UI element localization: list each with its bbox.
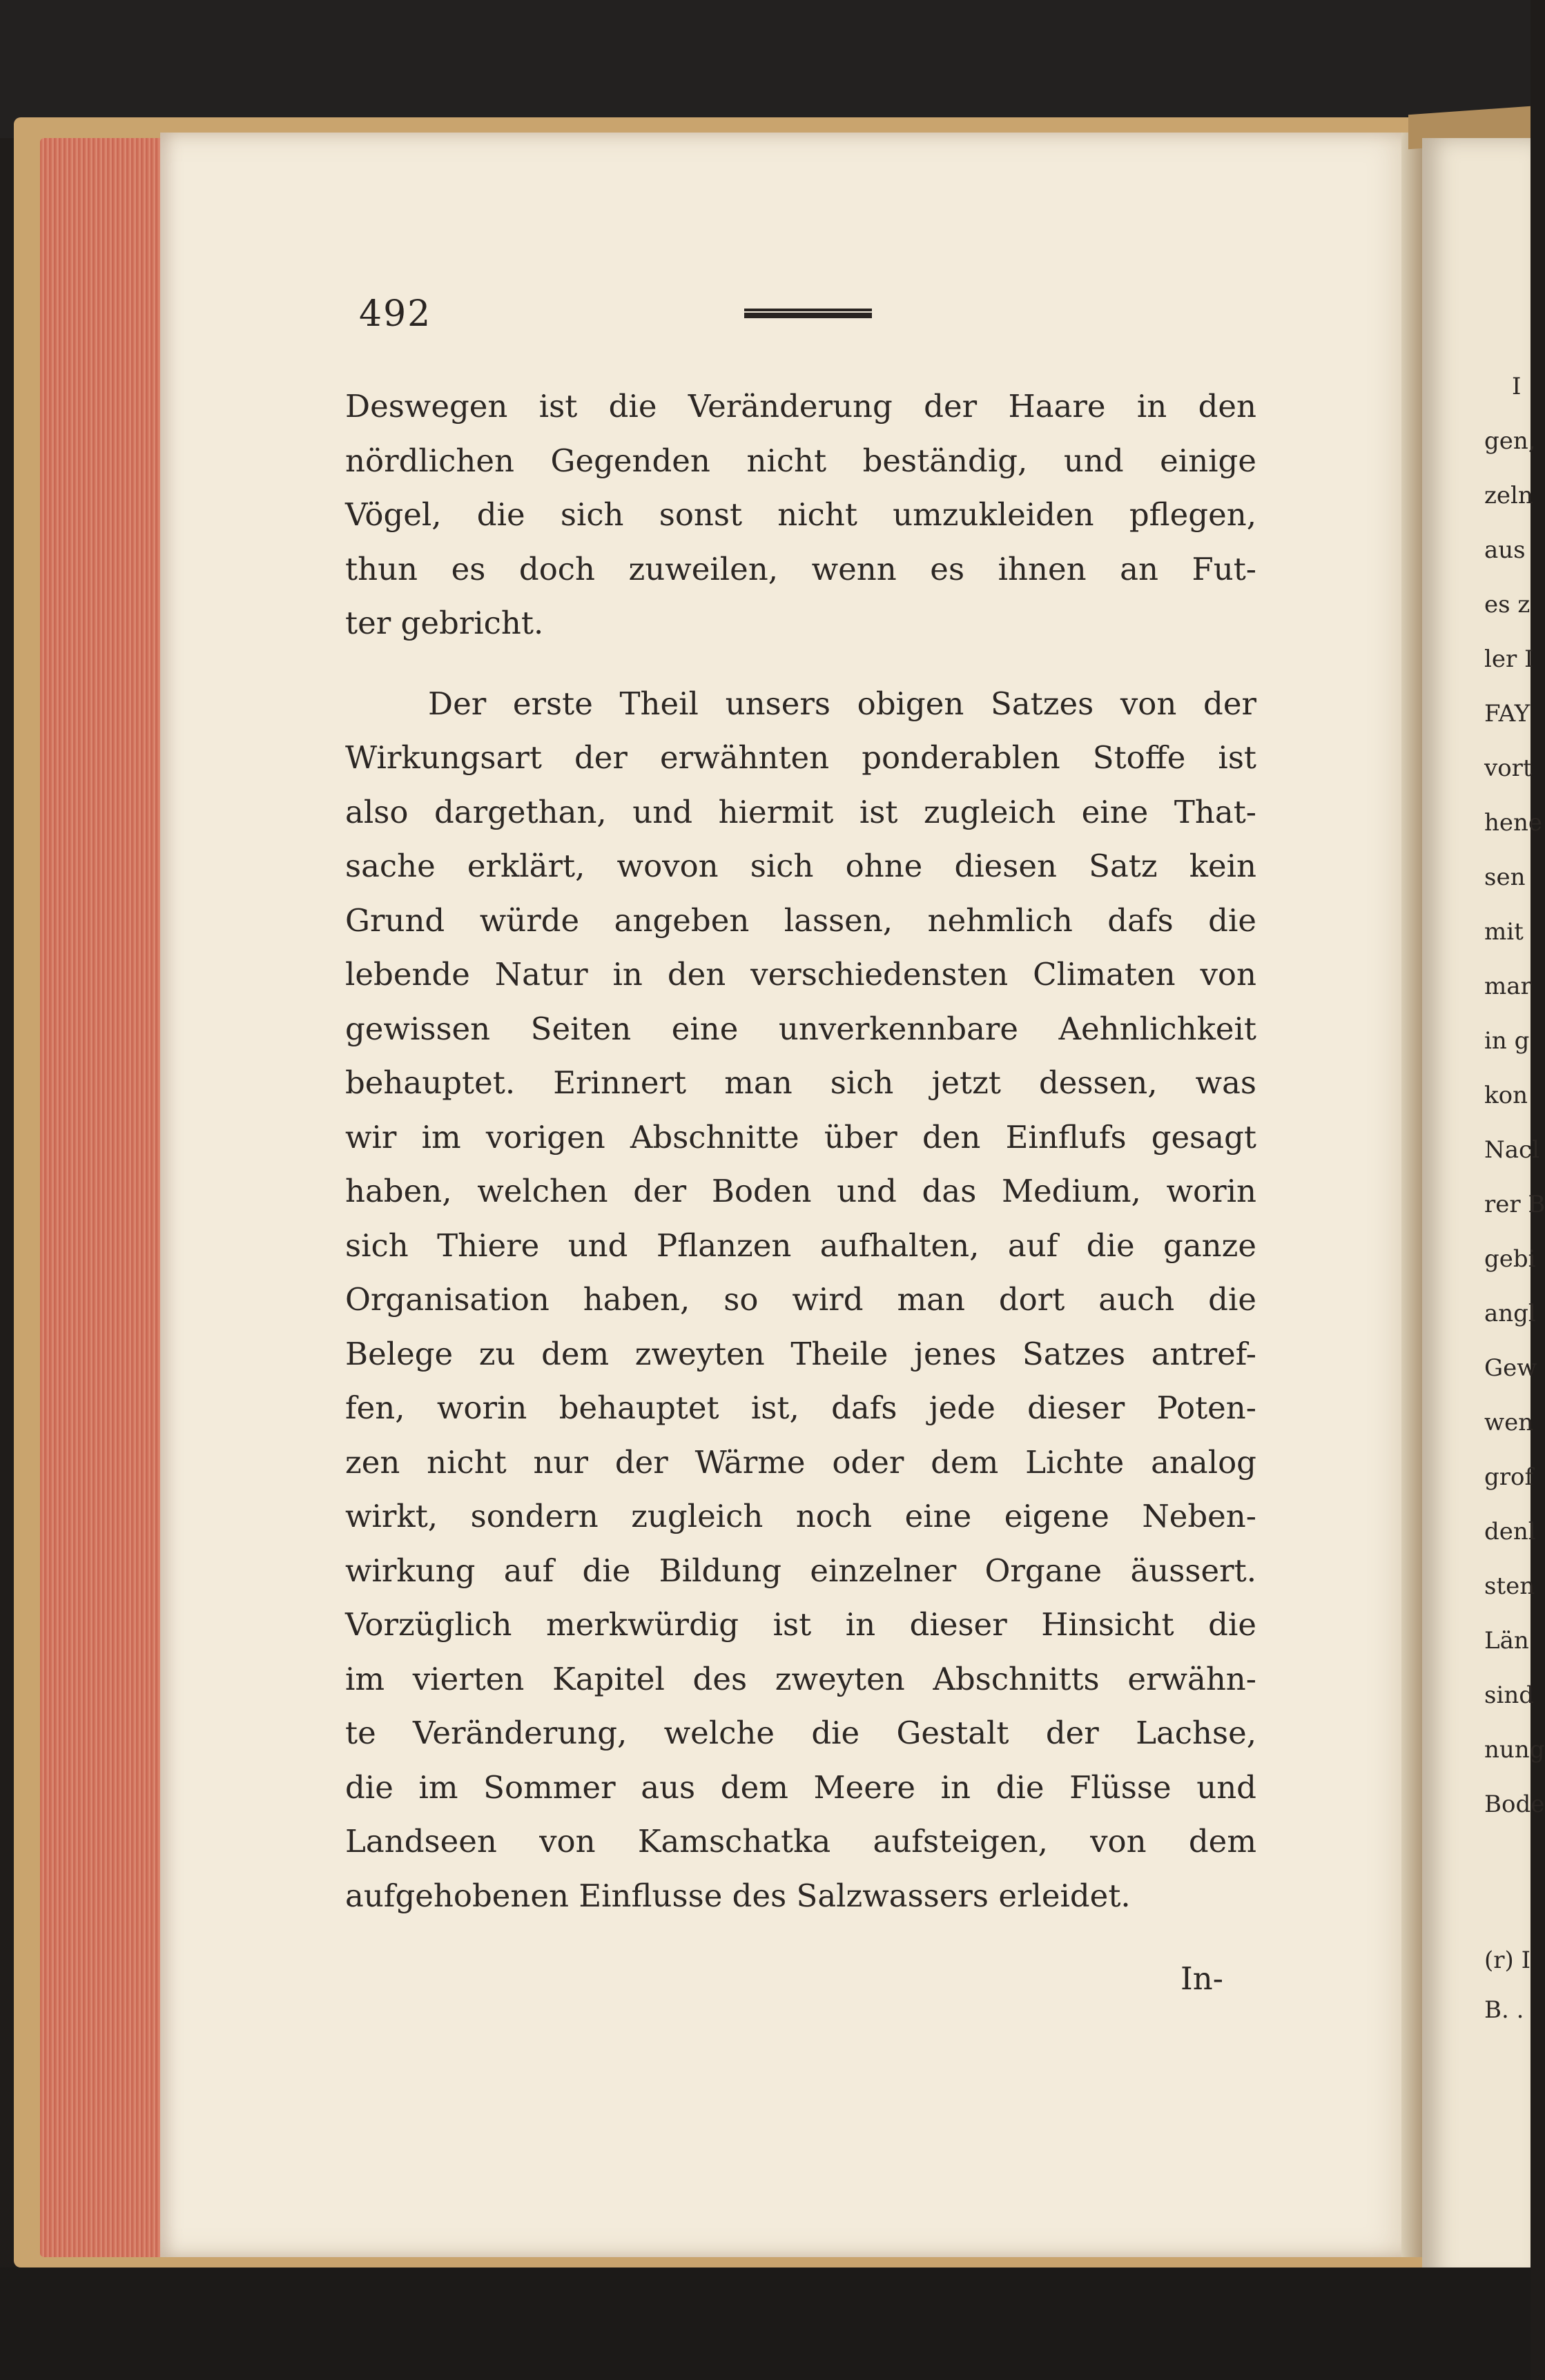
text-line: Deswegen ist die Veränderung der Haare in den (345, 388, 1256, 425)
facing-page-fragment: aus (1484, 536, 1526, 564)
text-line: thun es doch zuweilen, wenn es ihnen an Fut- (345, 550, 1256, 587)
catchword: In- (1180, 1960, 1223, 1997)
facing-page-fragment: kon (1484, 1082, 1528, 1109)
page-header (359, 293, 1256, 335)
page-edges (40, 138, 168, 2257)
facing-page-fragment: Gew (1484, 1354, 1537, 1382)
text-line: Grund würde angeben lassen, nehmlich dafs die (345, 901, 1256, 939)
facing-page-fragment: wen (1484, 1409, 1534, 1436)
text-line: zen nicht nur der Wärme oder dem Lichte analog (345, 1443, 1256, 1481)
facing-page-fragment: mit (1484, 918, 1524, 946)
facing-page-fragment: gen, (1484, 427, 1536, 455)
text-line: Landseen von Kamschatka aufsteigen, von dem (345, 1823, 1256, 1860)
text-line: haben, welchen der Boden und das Medium, worin (345, 1173, 1256, 1209)
text-line: fen, worin behauptet ist, dafs jede dieser Poten- (345, 1389, 1256, 1426)
facing-page-fragment: sind (1484, 1681, 1534, 1709)
text-line: sich Thiere und Pflanzen aufhalten, auf die ganze (345, 1227, 1256, 1264)
facing-page-fragment: angl (1484, 1300, 1536, 1327)
text-line: Vögel, die sich sonst nicht umzukleiden pflegen, (345, 496, 1256, 533)
text-line: gewissen Seiten eine unverkennbare Aehnlichkeit (345, 1010, 1256, 1047)
background-bottom (0, 2267, 1531, 2380)
text-line: sache erklärt, wovon sich ohne diesen Satz kein (345, 848, 1256, 884)
facing-page-fragment: gebi (1484, 1245, 1536, 1273)
facing-page-fragment: vort (1484, 754, 1533, 782)
facing-page-text (1422, 138, 1545, 2285)
facing-page-fragment: rer B (1484, 1191, 1545, 1218)
text-line: lebende Natur in den verschiedensten Climaten von (345, 956, 1256, 993)
facing-page-fragment: ler I (1484, 645, 1534, 673)
facing-page-fragment: B. . (1484, 1996, 1524, 2024)
text-line: behauptet. Erinnert man sich jetzt dessen, was (345, 1064, 1256, 1101)
facing-page-fragment: zeln (1484, 482, 1533, 509)
text-line: nördlichen Gegenden nicht beständig, und einige (345, 442, 1256, 479)
facing-page-fragment: mar (1484, 973, 1532, 1000)
text-line: Organisation haben, so wird man dort auch die (345, 1281, 1256, 1318)
text-line: im vierten Kapitel des zweyten Abschnitts erwähn- (345, 1660, 1256, 1697)
paragraph-gap (345, 651, 1256, 677)
facing-page-fragment: denl (1484, 1518, 1536, 1545)
header-rule (744, 309, 872, 320)
text-line: ter gebricht. (345, 605, 544, 641)
text-line: wirkt, sondern zugleich noch eine eigene Neben- (345, 1498, 1256, 1534)
text-line: wirkung auf die Bildung einzelner Organe äussert. (345, 1552, 1256, 1589)
facing-page-fragment: sen (1484, 864, 1526, 891)
text-line: die im Sommer aus dem Meere in die Flüsse und (345, 1768, 1256, 1806)
facing-page-fragment: hene (1484, 809, 1543, 837)
facing-page-fragment: es z (1484, 591, 1531, 618)
facing-page-fragment: grof (1484, 1463, 1534, 1491)
text-line: te Veränderung, welche die Gestalt der Lachse, (345, 1715, 1256, 1751)
facing-page-fragment: in g (1484, 1027, 1530, 1055)
facing-page-fragment: Bode (1484, 1791, 1545, 1818)
facing-page-fragment: nung (1484, 1736, 1545, 1764)
text-line: Vorzüglich merkwürdig ist in dieser Hinsicht die (345, 1606, 1256, 1643)
page-text (345, 380, 1256, 1923)
facing-page-fragment: Län (1484, 1627, 1529, 1655)
facing-page-fragment: (r) I (1484, 1947, 1531, 1974)
text-line: wir im vorigen Abschnitte über den Einflufs gesagt (345, 1118, 1256, 1155)
page-number: 492 (359, 293, 432, 335)
facing-page-fragment: FAY (1484, 700, 1531, 728)
text-line: aufgehobenen Einflusse des Salzwassers erleidet. (345, 1877, 1131, 1914)
text-line: also dargethan, und hiermit ist zugleich eine That- (345, 793, 1256, 830)
facing-page-fragment: Nacl (1484, 1136, 1539, 1164)
text-line: Der erste Theil unsers obigen Satzes von der (428, 685, 1256, 722)
facing-page-fragment: I (1512, 373, 1522, 400)
text-line: Wirkungsart der erwähnten ponderablen Stoffe ist (345, 739, 1256, 776)
facing-page-fragment: sten (1484, 1572, 1535, 1600)
text-line: Belege zu dem zweyten Theile jenes Satzes antref- (345, 1335, 1256, 1372)
